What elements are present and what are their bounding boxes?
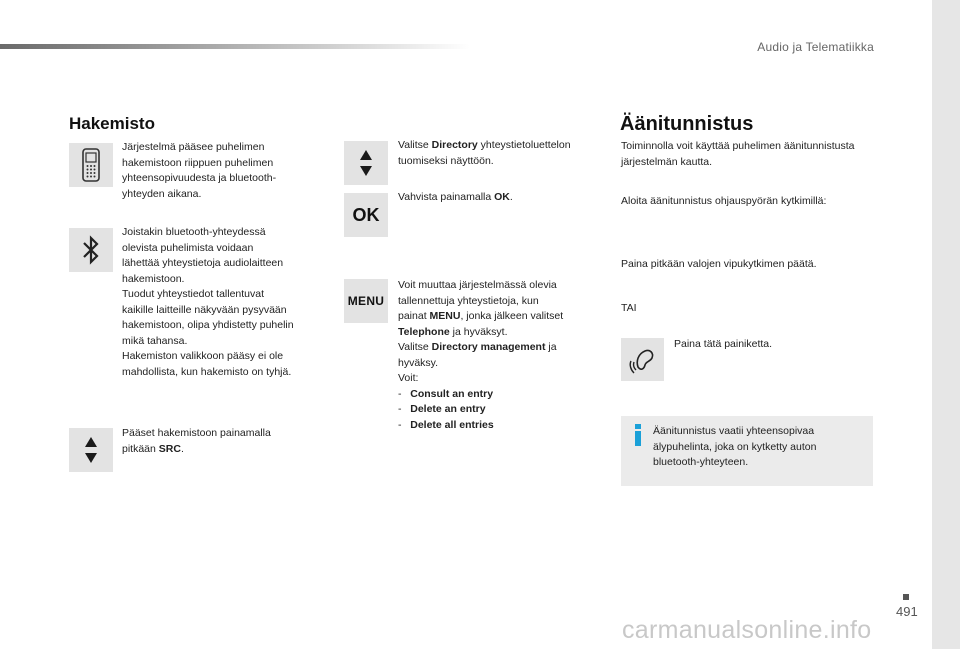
select-directory-text [398, 138, 608, 169]
bluetooth-directory-text [122, 225, 332, 380]
voice-start-text: Aloita äänitunnistus ohjauspyörän kytkimillä: [621, 195, 827, 207]
text-line: olevista puhelimista voidaan [122, 241, 254, 254]
text-span: , jonka jälkeen valitset [460, 310, 564, 322]
text-line: kaikille laitteille näkyvään pysyvään [122, 303, 287, 316]
voice-button-box [621, 338, 664, 381]
bullet-dash: - [398, 418, 411, 431]
press-button-text: Paina tätä painiketta. [674, 338, 773, 350]
text-line: tallennettuja yhteystietoja, kun [398, 294, 539, 307]
text-span: Pääset hakemistoon painamalla pitkään [122, 427, 271, 455]
menu-keyword: MENU [429, 310, 461, 322]
text-line [398, 340, 613, 356]
text-line: lähettää yhteystietoja audiolaitteen [122, 257, 284, 269]
edit-contacts-text [398, 278, 613, 433]
text-span: ja hyväksyt. [449, 325, 508, 338]
text-span: Valitse [398, 341, 432, 353]
text-line: hakemistoon, olipa yhdistetty puhelin [122, 319, 294, 331]
menu-label: MENU [347, 294, 385, 308]
text-line: Voit: [398, 372, 419, 384]
bullet-text: Delete an entry [410, 403, 486, 415]
options-list [398, 387, 613, 434]
phone-icon-box [69, 143, 113, 187]
heading-hakemisto: Hakemisto [69, 114, 155, 133]
text-span: painat [398, 310, 430, 322]
bullet-dash: - [398, 387, 411, 400]
text-line: mahdollista, kun hakemisto on tyhjä. [122, 365, 292, 378]
arrow-down-icon [360, 166, 372, 176]
bullet-text: Delete all entries [410, 418, 494, 431]
text-span: ja [545, 341, 557, 353]
voice-command-icon [628, 345, 658, 375]
bullet-text: Consult an entry [410, 387, 494, 400]
bluetooth-icon [81, 234, 101, 266]
page-number: 491 [896, 604, 918, 619]
text-line: Joistakin bluetooth-yhteydessä [122, 226, 266, 238]
watermark: carmanualsonline.info [622, 616, 872, 644]
text-span: Valitse [398, 139, 432, 151]
text-line: Voit muuttaa järjestelmässä olevia [398, 279, 557, 291]
text-span: Vahvista painamalla [398, 191, 495, 203]
page-marker [903, 594, 909, 600]
bullet-dash: - [398, 403, 411, 415]
directory-management-keyword: Directory management [431, 341, 546, 353]
list-item [398, 402, 613, 418]
directory-intro-text: Järjestelmä pääsee puhelimen hakemistoon riippuen puhelimen yhteensopivuudesta ja bluetooth-yhteyden aikana. [122, 141, 277, 200]
arrow-down-icon [85, 453, 97, 463]
page-margin-bar [932, 0, 960, 649]
bluetooth-icon-box [69, 228, 113, 272]
heading-aanitunnistus: Äänitunnistus [620, 113, 754, 135]
text-line: Tuodut yhteystiedot tallentuvat [122, 288, 265, 300]
list-item [398, 387, 613, 403]
confirm-ok-text [398, 190, 608, 206]
text-span: . [509, 191, 513, 203]
text-line [398, 325, 613, 341]
text-span: . [180, 442, 184, 455]
voice-intro-text: Toiminnolla voit käyttää puhelimen äänitunnistusta järjestelmän kautta. [621, 140, 855, 168]
directory-keyword: Directory [431, 139, 478, 151]
ok-keyword: OK [494, 191, 510, 203]
text-line: hakemistoon. [122, 272, 185, 285]
arrows-button-left [69, 428, 113, 472]
text-line: mikä tahansa. [122, 334, 188, 347]
arrows-button-middle [344, 141, 388, 185]
menu-button-box [344, 279, 388, 323]
voice-lever-text: Paina pitkään valojen vipukytkimen päätä. [621, 258, 817, 270]
arrow-up-icon [85, 437, 97, 447]
arrow-up-icon [360, 150, 372, 160]
text-line [398, 309, 613, 325]
mobile-phone-icon [80, 148, 102, 182]
or-text: TAI [621, 302, 637, 314]
info-note [621, 416, 873, 486]
section-title: Audio ja Telematiikka [757, 40, 874, 54]
text-line: Hakemiston valikkoon pääsy ei ole [122, 350, 284, 362]
telephone-keyword: Telephone [398, 325, 450, 338]
src-access-text [122, 426, 307, 457]
info-icon [632, 424, 644, 446]
src-keyword: SRC [158, 442, 181, 455]
info-text: Äänitunnistus vaatii yhteensopivaa älypuhelinta, joka on kytketty auton bluetooth-yhteyteen. [653, 425, 817, 468]
header-rule [0, 44, 470, 49]
ok-button-box [344, 193, 388, 237]
text-line: hyväksy. [398, 356, 439, 369]
text-span: yhteystietoluettelon tuomiseksi näyttöön. [398, 139, 571, 167]
list-item [398, 418, 613, 434]
ok-label: OK [352, 204, 380, 225]
